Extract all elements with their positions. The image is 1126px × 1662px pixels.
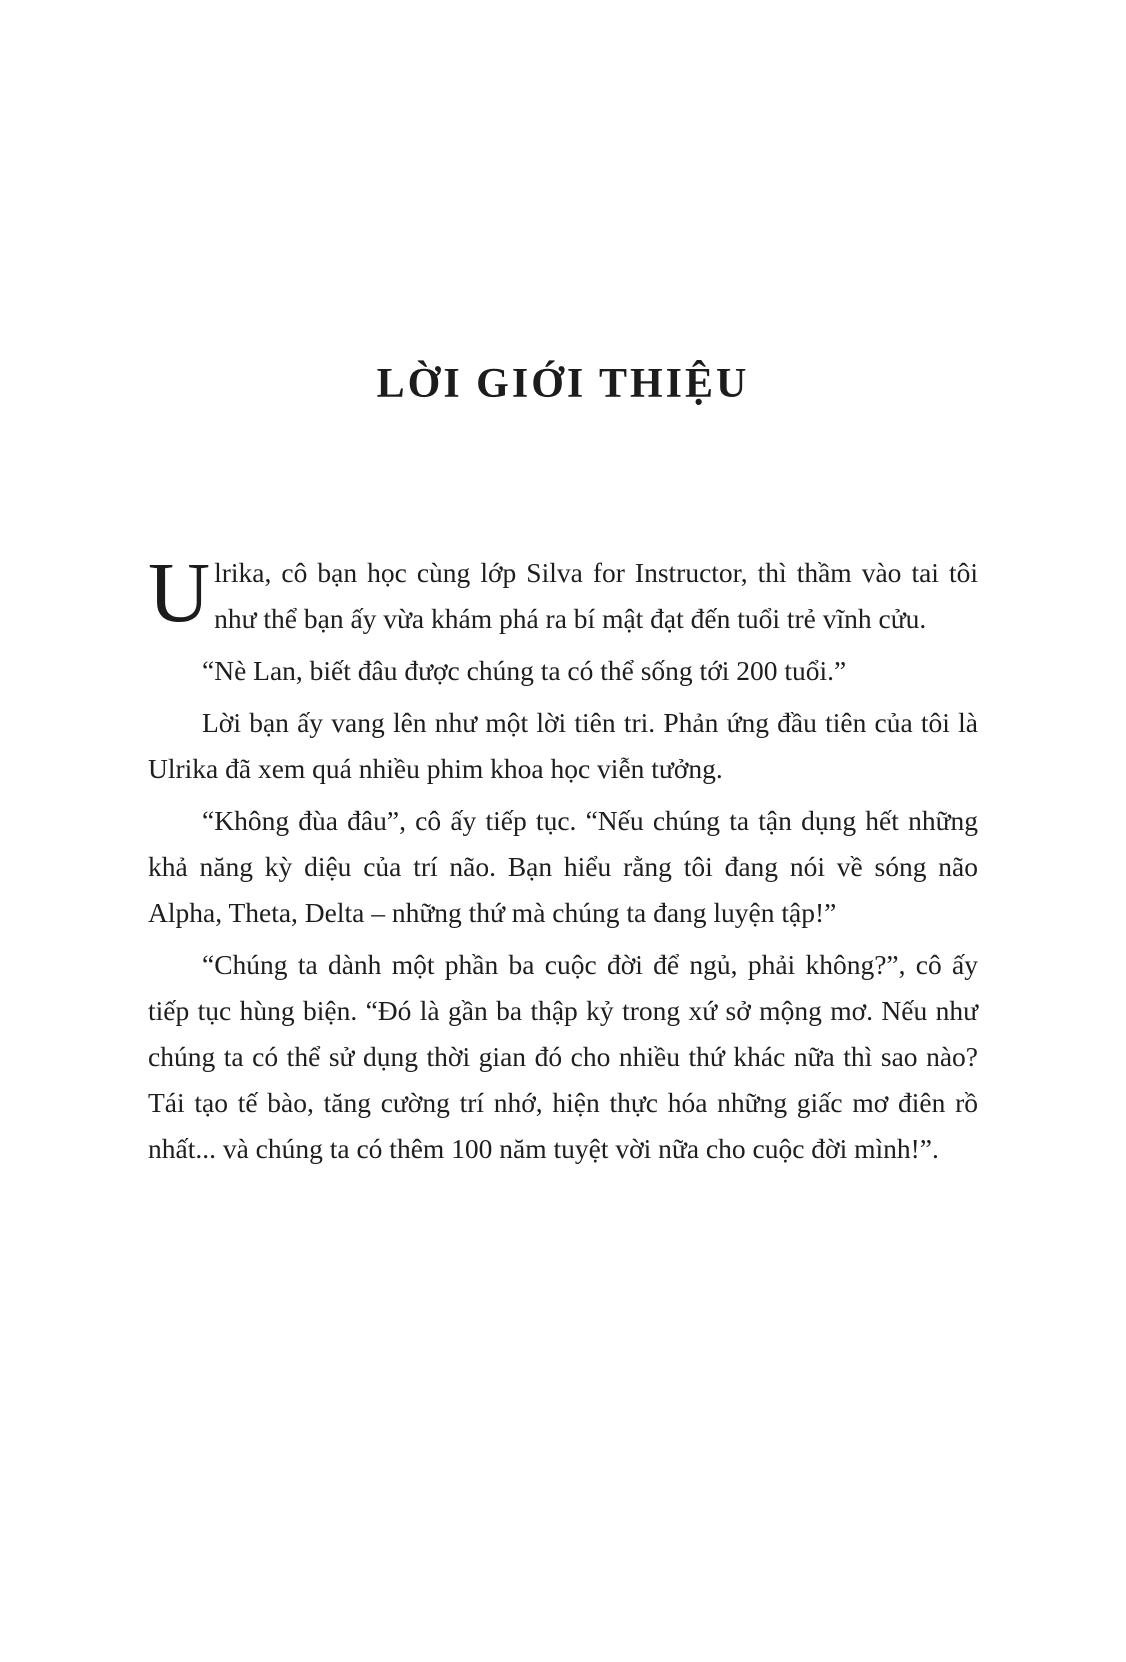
paragraph-4: “Không đùa đâu”, cô ấy tiếp tục. “Nếu chúng ta tận dụng hết những khả năng kỳ diệu của trí não. Bạn hiểu rằng tôi đang nói về sóng não Alpha, Theta, Delta – những thứ mà chúng ta đang luyện tập!” — [148, 805, 978, 928]
paragraph-1 — [148, 544, 978, 642]
body-text — [148, 544, 978, 1172]
paragraph-2: “Nè Lan, biết đâu được chúng ta có thể sống tới 200 tuổi.” — [202, 655, 847, 686]
paragraph-5: “Chúng ta dành một phần ba cuộc đời để ngủ, phải không?”, cô ấy tiếp tục hùng biện. “Đó là gần ba thập kỷ trong xứ sở mộng mơ. Nếu như chúng ta có thể sử dụng thời gian đó cho nhiều thứ khác nữa thì sao nào? Tái tạo tế bào, tăng cường trí nhớ, hiện thực hóa những giấc mơ điên rồ nhất... và chúng ta có thêm 100 năm tuyệt vời nữa cho cuộc đời mình!”. — [148, 949, 978, 1164]
paragraph-1-text: lrika, cô bạn học cùng lớp Silva for Instructor, thì thầm vào tai tôi như thể bạn ấy vừa khám phá ra bí mật đạt đến tuổi trẻ vĩnh cửu. — [214, 557, 978, 634]
page-content — [148, 0, 978, 1178]
page-title: LỜI GIỚI THIỆU — [376, 361, 750, 407]
drop-cap: U — [148, 544, 211, 640]
paragraph-3: Lời bạn ấy vang lên như một lời tiên tri. Phản ứng đầu tiên của tôi là Ulrika đã xem quá nhiều phim khoa học viễn tưởng. — [148, 707, 978, 784]
